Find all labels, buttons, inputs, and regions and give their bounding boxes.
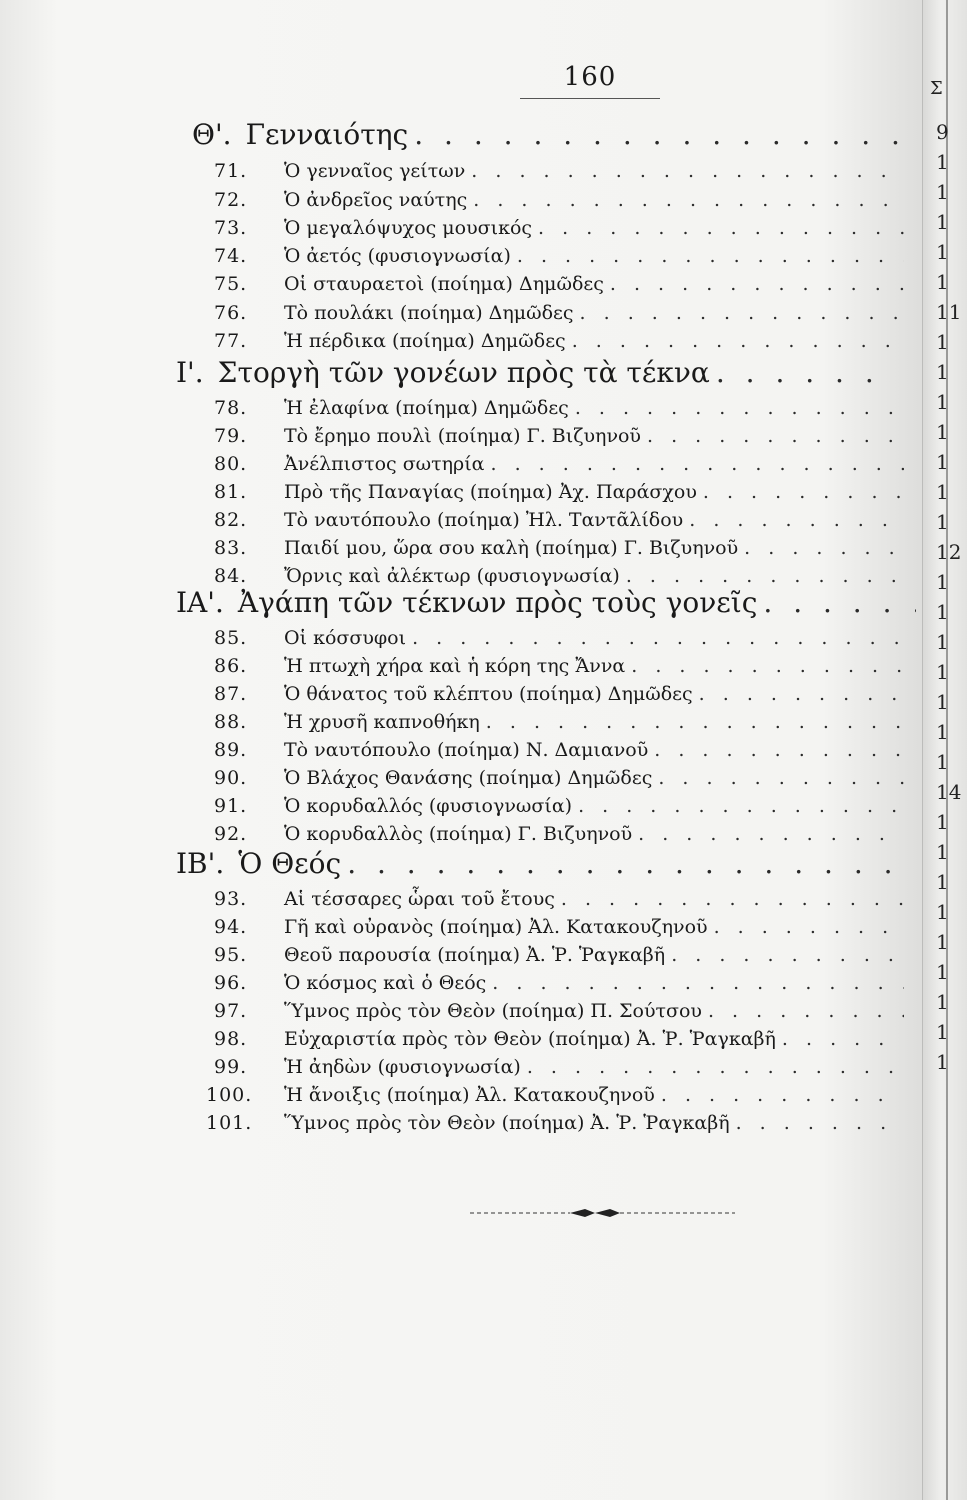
adjacent-page-digit: 1 [936,720,949,744]
toc-entry[interactable] [214,481,904,503]
entry-title: Ἡ πέρδικα (ποίημα) Δημῶδες [284,330,566,352]
entry-number: 89. [214,739,248,761]
entry-title: Παιδί μου, ὥρα σου καλὴ (ποίημα) Γ. Βιζυηνοῦ [284,537,739,559]
toc-entry[interactable] [214,189,904,211]
adjacent-page-digit: 1 [936,900,949,924]
dot-leader [561,888,904,910]
section-title: Γενναιότης [245,118,409,151]
dot-leader [527,1056,904,1078]
entry-title: Ὁ ἀνδρεῖος ναύτης [284,189,468,211]
toc-entry[interactable] [214,245,904,267]
entry-number: 96. [214,972,248,994]
dot-leader [763,586,916,619]
adjacent-page-digit: 1 [936,630,949,654]
toc-entry[interactable] [214,655,904,677]
entry-title: Ὁ θάνατος τοῦ κλέπτου (ποίημα) Δημῶδες [284,683,693,705]
adjacent-page-digit: 1 [936,510,949,534]
adjacent-page-digit: 1 [936,690,949,714]
adjacent-page-digit: 1 [936,870,949,894]
dot-leader [538,217,904,239]
entry-title: Ὕμνος πρὸς τὸν Θεὸν (ποίημα) Π. Σούτσου [284,1000,702,1022]
entry-number: 73. [214,217,248,239]
entry-title: Οἱ κόσσυφοι [284,627,407,649]
entry-number: 80. [214,453,248,475]
entry-title: Ὁ Βλάχος Θανάσης (ποίημα) Δημῶδες [284,767,653,789]
dot-leader [708,1000,904,1022]
toc-entry[interactable] [214,1028,904,1050]
section-title: Ἀγάπη τῶν τέκνων πρὸς τοὺς γονεῖς [237,586,758,619]
toc-entry[interactable] [214,397,904,419]
entry-title: Αἱ τέσσαρες ὧραι τοῦ ἔτους [284,888,555,910]
entry-number: 97. [214,1000,248,1022]
entry-number: 100. [206,1084,253,1106]
toc-entry[interactable] [214,509,904,531]
adjacent-page-digit: 1 [936,270,949,294]
section-numeral: Ι'. [176,356,204,389]
adjacent-page-digit: 1 [936,600,949,624]
adjacent-page-digit: 1 [936,660,949,684]
entry-title: Τὸ πουλάκι (ποίημα) Δημῶδες [284,302,574,324]
entry-title: Ὁ ἀετός (φυσιογνωσία) [284,245,511,267]
entry-title: Ὕμνος πρὸς τὸν Θεὸν (ποίημα) Ἀ. Ῥ. Ῥαγκαβῆ [284,1112,730,1134]
toc-entry[interactable] [214,565,904,587]
dot-leader [492,972,904,994]
toc-entry[interactable] [214,537,904,559]
adjacent-page-digit: 11 [936,300,962,324]
section-numeral: Θ'. [192,118,232,151]
entry-number: 99. [214,1056,248,1078]
entry-number: 72. [214,189,248,211]
section-title: Ὁ Θεός [238,847,342,880]
entry-number: 76. [214,302,248,324]
dot-leader [654,739,904,761]
adjacent-page-digit: 1 [936,360,949,384]
entry-number: 83. [214,537,248,559]
entry-number: 85. [214,627,248,649]
entry-number: 87. [214,683,248,705]
entry-title: Ἡ χρυσῆ καπνοθήκη [284,711,480,733]
dot-leader [517,245,904,267]
entry-title: Ὄρνις καὶ ἀλέκτωρ (φυσιογνωσία) [284,565,620,587]
toc-entry[interactable] [214,795,904,817]
dot-leader [578,795,904,817]
adjacent-page-digit: 1 [936,570,949,594]
toc-entry[interactable] [214,1000,904,1022]
entry-title: Πρὸ τῆς Παναγίας (ποίημα) Ἀχ. Παράσχου [284,481,697,503]
adjacent-page-digit: 1 [936,1050,949,1074]
adjacent-page-digit: 1 [936,810,949,834]
adjacent-page-digit: 1 [936,180,949,204]
dot-leader [782,1028,904,1050]
entry-title: Ὁ κορυδαλλός (φυσιογνωσία) [284,795,573,817]
entry-title: Ἡ ἄνοιξις (ποίημα) Ἀλ. Κατακουζηνοῦ [284,1084,655,1106]
toc-entry[interactable] [214,330,904,352]
dot-leader [412,627,904,649]
entry-title: Τὸ ἔρημο πουλὶ (ποίημα) Γ. Βιζυηνοῦ [284,425,641,447]
section-heading [176,356,896,389]
dot-leader [491,453,904,475]
entry-title: Ἀνέλπιστος σωτηρία [284,453,485,475]
dot-leader [631,655,904,677]
section-title: Στοργὴ τῶν γονέων πρὸς τὰ τέκνα [217,356,710,389]
entry-number: 84. [214,565,248,587]
page-number: 160 [563,62,617,92]
dot-leader [744,537,904,559]
toc-entry[interactable] [214,916,904,938]
entry-number: 82. [214,509,248,531]
adjacent-page-digit: 1 [936,480,949,504]
entry-number: 98. [214,1028,248,1050]
adjacent-page-digit: 1 [936,330,949,354]
adjacent-page-digit: 1 [936,960,949,984]
dot-leader [473,189,904,211]
adjacent-page-digit: 1 [936,240,949,264]
entry-title: Γῆ καὶ οὐρανὸς (ποίημα) Ἀλ. Κατακουζηνοῦ [284,916,708,938]
dot-leader [580,302,904,324]
dot-leader [572,330,904,352]
adjacent-page-digit: 1 [936,450,949,474]
entry-number: 95. [214,944,248,966]
entry-number: 94. [214,916,248,938]
dot-leader [716,356,896,389]
adjacent-page-digit: 1 [936,840,949,864]
toc-entry[interactable] [214,217,904,239]
toc-entry[interactable] [214,823,904,845]
entry-number: 90. [214,767,248,789]
toc-entry[interactable] [214,683,904,705]
toc-entry[interactable] [214,160,904,182]
section-heading [176,586,916,619]
dot-leader [736,1112,896,1134]
entry-title: Εὐχαριστία πρὸς τὸν Θεὸν (ποίημα) Ἀ. Ῥ. Ῥαγκαβῆ [284,1028,776,1050]
dot-leader [610,273,904,295]
dot-leader [638,823,904,845]
dot-leader [714,916,904,938]
dot-leader [414,118,912,151]
entry-title: Οἱ σταυραετοὶ (ποίημα) Δημῶδες [284,273,604,295]
dot-leader [658,767,904,789]
adjacent-page-digit: 1 [936,1020,949,1044]
toc-entry[interactable] [214,627,904,649]
toc-entry[interactable] [214,425,904,447]
entry-title: Τὸ ναυτόπουλο (ποίημα) Ν. Δαμιανοῦ [284,739,649,761]
toc-entry[interactable] [214,711,904,733]
entry-number: 91. [214,795,248,817]
dot-leader [689,509,904,531]
entry-title: Τὸ ναυτόπουλο (ποίημα) Ἠλ. Ταντᾶλίδου [284,509,684,531]
entry-title: Ἡ ἀηδὼν (φυσιογνωσία) [284,1056,521,1078]
adjacent-page-digit: 1 [936,150,949,174]
entry-number: 86. [214,655,248,677]
entry-title: Ὁ μεγαλόψυχος μουσικός [284,217,533,239]
adjacent-page-digit: 1 [936,930,949,954]
entry-number: 92. [214,823,248,845]
section-heading [192,118,912,151]
toc-entry[interactable] [214,767,904,789]
entry-number: 81. [214,481,248,503]
section-numeral: ΙΒ'. [176,847,225,880]
toc-entry[interactable] [214,944,904,966]
entry-number: 101. [206,1112,253,1134]
entry-number: 93. [214,888,248,910]
toc-entry[interactable] [214,739,904,761]
dot-leader [486,711,904,733]
toc-entry[interactable] [206,1112,896,1134]
adjacent-page-digit: 1 [936,420,949,444]
toc-entry[interactable] [206,1084,896,1106]
entry-number: 75. [214,273,248,295]
section-numeral: ΙΑ'. [176,586,224,619]
dot-leader [661,1084,896,1106]
adjacent-page-digit: 1 [936,990,949,1014]
entry-number: 78. [214,397,248,419]
closing-ornament-rule [470,1207,735,1219]
entry-number: 74. [214,245,248,267]
adjacent-page-digit: 1 [936,210,949,234]
adjacent-page-letter: Σ [930,78,943,99]
entry-number: 88. [214,711,248,733]
dot-leader [575,397,904,419]
toc-entry[interactable] [214,1056,904,1078]
dot-leader [647,425,904,447]
toc-entry[interactable] [214,302,904,324]
toc-entry[interactable] [214,972,904,994]
entry-title: Ὁ κόσμος καὶ ὁ Θεός [284,972,487,994]
dot-leader [347,847,916,880]
entry-title: Ἡ ἐλαφίνα (ποίημα) Δημῶδες [284,397,569,419]
dot-leader [671,944,904,966]
entry-number: 79. [214,425,248,447]
section-heading [176,847,916,880]
dot-leader [626,565,904,587]
dot-leader [699,683,904,705]
entry-title: Ὁ κορυδαλλὸς (ποίημα) Γ. Βιζυηνοῦ [284,823,633,845]
entry-title: Ἡ πτωχὴ χήρα καὶ ἡ κόρη της Ἄννα [284,655,626,677]
entry-number: 77. [214,330,248,352]
adjacent-page-digit: 9 [936,120,949,144]
entry-title: Θεοῦ παρουσία (ποίημα) Ἀ. Ῥ. Ῥαγκαβῆ [284,944,666,966]
adjacent-page-digit: 1 [936,390,949,414]
entry-number: 71. [214,160,248,182]
entry-title: Ὁ γενναῖος γείτων [284,160,466,182]
dot-leader [703,481,904,503]
dot-leader [471,160,904,182]
adjacent-page-digit: 1 [936,750,949,774]
adjacent-page-digit: 14 [936,780,962,804]
adjacent-page-digit: 12 [936,540,962,564]
toc-entry[interactable] [214,453,904,475]
toc-entry[interactable] [214,888,904,910]
toc-entry[interactable] [214,273,904,295]
